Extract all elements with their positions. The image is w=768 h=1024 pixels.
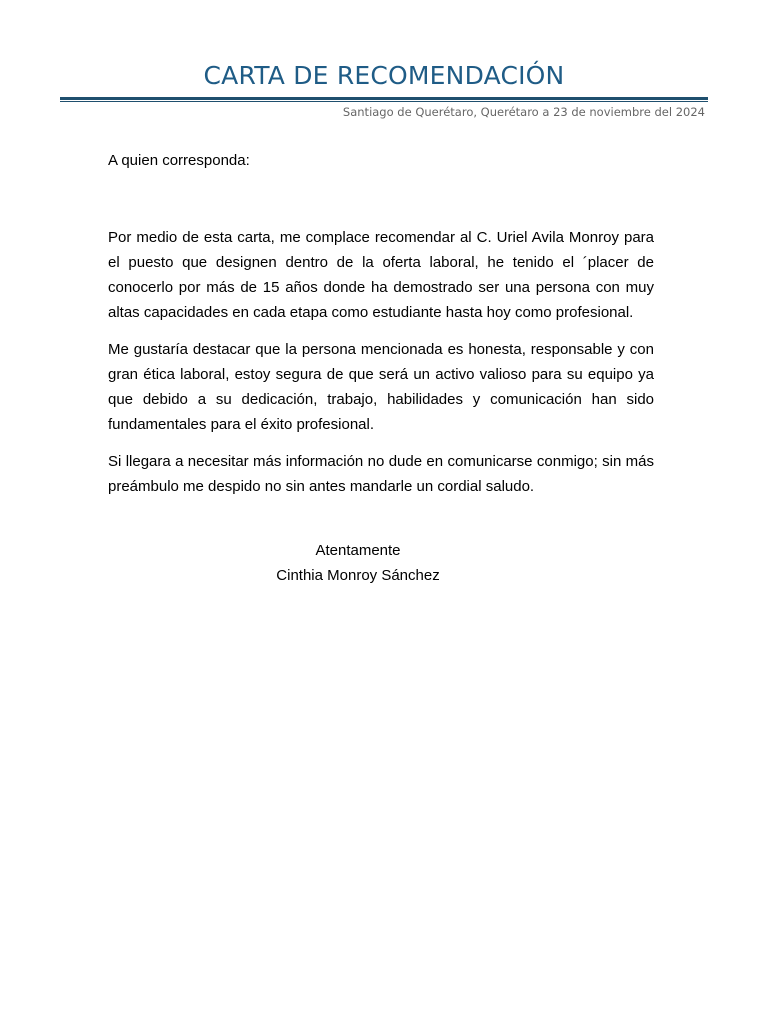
title-rule-thick (60, 97, 708, 100)
signer-name: Cinthia Monroy Sánchez (276, 567, 440, 584)
salutation: A quien corresponda: (108, 152, 250, 169)
body-paragraph: Me gustaría destacar que la persona mencionada es honesta, responsable y con gran ética laboral, estoy segura de que será un activo valioso para su equipo ya que debido a su dedicación, trabajo, habilidades y comunicación han sido fundamentales para el éxito profesional. (108, 341, 654, 433)
body-paragraph: Si llegara a necesitar más información no dude en comunicarse conmigo; sin más preámbulo me despido no sin antes mandarle un cordial saludo. (108, 453, 654, 495)
closing-phrase: Atentamente (315, 542, 401, 559)
body-paragraph: Por medio de esta carta, me complace recomendar al C. Uriel Avila Monroy para el puesto que designen dentro de la oferta laboral, he tenido el ´placer de conocerlo por más de 15 años donde ha demostrado ser una persona con muy altas capacidades en cada etapa como estudiante hasta hoy como profesional. (108, 229, 654, 321)
date-line: Santiago de Querétaro, Querétaro a 23 de noviembre del 2024 (342, 105, 705, 119)
title-rule-thin (60, 101, 708, 102)
letter-body (108, 225, 654, 511)
closing-block (276, 538, 439, 588)
letter-title: CARTA DE RECOMENDACIÓN (203, 61, 565, 90)
